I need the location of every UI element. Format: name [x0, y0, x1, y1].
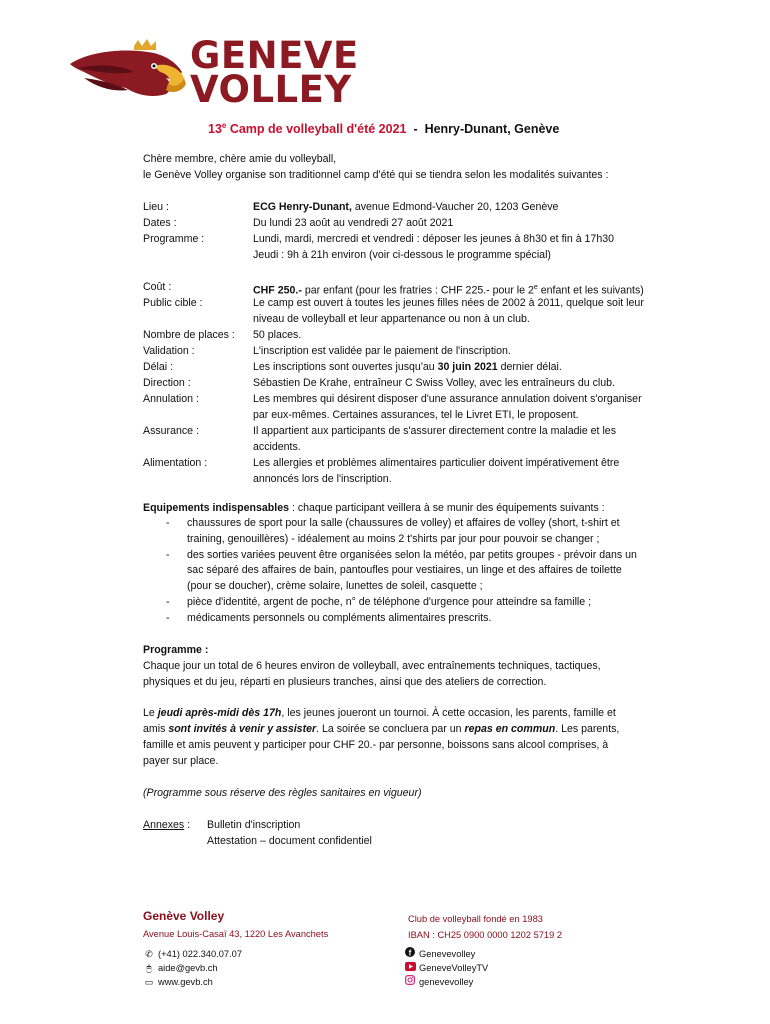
logo-line-2: VOLLEY — [190, 68, 352, 111]
footer-website[interactable]: ▭ www.gevb.ch — [144, 977, 213, 987]
intro-line-1: Chère membre, chère amie du volleyball, — [143, 153, 337, 165]
footer-phone: ✆ (+41) 022.340.07.07 — [143, 947, 242, 961]
value-lieu: ECG Henry-Dunant, avenue Edmond-Vaucher 20, 1203 Genève — [253, 201, 559, 213]
value-alimentation-1: Les allergies et problèmes alimentaires particulier doivent impérativement être — [253, 457, 620, 469]
logo-line-1: GENEVE — [190, 34, 359, 77]
phone-icon: ✆ — [145, 949, 153, 959]
instagram-icon — [404, 975, 416, 989]
value-annulation-2: par eux-mêmes. Certaines assurances, tel le Livret ETI, le proposent. — [253, 409, 579, 421]
value-public-1: Le camp est ouvert à toutes les jeunes filles nées de 2002 à 2011, quelque soit leur — [253, 297, 644, 309]
footer-email[interactable]: 🖰 aide@gevb.ch — [143, 961, 218, 975]
footer-club-name: Genève Volley — [143, 909, 225, 923]
list-item: - des sorties variées peuvent être organisées selon la météo, par petits groupes - prévoir dans un sac séparé des affaires de bain, pantoufles pour vestiaires, un linge et des affaires de toilette (pour se doucher), crème solaire, lunettes de soleil, casquette ; — [143, 548, 637, 595]
page-title: 13e Camp de volleyball d'été 2021 - Henry-Dunant, Genève — [208, 121, 560, 137]
computer-icon: ▭ — [144, 977, 154, 987]
label-places: Nombre de places : — [143, 329, 235, 341]
jeudi-line-4: payer sur place. — [143, 755, 219, 767]
value-assurance-1: Il appartient aux participants de s'assurer directement contre la maladie et les — [253, 425, 616, 437]
value-dates: Du lundi 23 août au vendredi 27 août 2021 — [253, 217, 454, 229]
list-item: - pièce d'identité, argent de poche, n° de téléphone d'urgence pour atteindre sa famille ; — [143, 595, 637, 611]
value-programme-2: Jeudi : 9h à 21h environ (voir ci-dessous le programme spécial) — [253, 249, 551, 261]
value-programme-1: Lundi, mardi, mercredi et vendredi : déposer les jeunes à 8h30 et fin à 17h30 — [253, 233, 614, 245]
facebook-icon — [404, 947, 416, 961]
label-cout: Coût : — [143, 281, 172, 293]
mouse-icon: 🖰 — [146, 963, 152, 973]
eagle-logo-icon — [68, 38, 188, 106]
footer-instagram[interactable]: genevevolley — [404, 975, 473, 989]
annexes-label: Annexes : — [143, 819, 191, 831]
label-validation: Validation : — [143, 345, 195, 357]
label-dates: Dates : — [143, 217, 177, 229]
equipment-list — [143, 516, 637, 627]
list-item: - médicaments personnels ou compléments alimentaires prescrits. — [143, 611, 637, 627]
value-assurance-2: accidents. — [253, 441, 301, 453]
value-public-2: niveau de volleyball et leur appartenance ou non à un club. — [253, 313, 530, 325]
list-item: - chaussures de sport pour la salle (chaussures de volley) et affaires de volley (short, t-shirt et training, genouillères) - idéalement au moins 2 t'shirts par jour pour pouvoir se changer ; — [143, 516, 637, 548]
value-alimentation-2: annoncés lors de l'inscription. — [253, 473, 392, 485]
intro-line-2: le Genève Volley organise son traditionnel camp d'été qui se tiendra selon les modalités suivantes : — [143, 169, 609, 181]
svg-text:f: f — [408, 948, 412, 957]
label-annulation: Annulation : — [143, 393, 199, 405]
programme-line-1: Chaque jour un total de 6 heures environ de volleyball, avec entraînements techniques, tactiques, — [143, 660, 601, 672]
jeudi-line-1: Le jeudi après-midi dès 17h, les jeunes joueront un tournoi. À cette occasion, les parents, famille et — [143, 707, 616, 719]
annex-item-2: Attestation – document confidentiel — [207, 835, 372, 847]
footer-address: Avenue Louis-Casaï 43, 1220 Les Avanchets — [143, 929, 329, 939]
annex-item-1: Bulletin d'inscription — [207, 819, 301, 831]
programme-heading: Programme : — [143, 644, 209, 656]
footer-founded: Club de volleyball fondé en 1983 — [408, 914, 543, 924]
label-public: Public cible : — [143, 297, 203, 309]
programme-line-2: physiques et du jeu, réparti en plusieurs tranches, ainsi que des ateliers de correction. — [143, 676, 547, 688]
label-alimentation: Alimentation : — [143, 457, 208, 469]
youtube-icon — [404, 961, 416, 975]
jeudi-line-2: amis sont invités à venir y assister. La soirée se concluera par un repas en commun. Les parents, — [143, 723, 620, 735]
label-direction: Direction : — [143, 377, 191, 389]
footer-facebook[interactable]: f Genevevolley — [404, 947, 475, 961]
value-delai: Les inscriptions sont ouvertes jusqu'au 30 juin 2021 dernier délai. — [253, 361, 562, 373]
label-assurance: Assurance : — [143, 425, 199, 437]
footer-youtube[interactable]: GeneveVolleyTV — [404, 961, 488, 975]
label-delai: Délai : — [143, 361, 174, 373]
value-validation: L'inscription est validée par le paiement de l'inscription. — [253, 345, 511, 357]
value-direction: Sébastien De Krahe, entraîneur C Swiss Volley, avec les entraîneurs du club. — [253, 377, 615, 389]
value-annulation-1: Les membres qui désirent disposer d'une assurance annulation doivent s'organiser — [253, 393, 642, 405]
jeudi-line-3: famille et amis peuvent y participer pour CHF 20.- par personne, boissons sans alcool comprises, à — [143, 739, 609, 751]
value-places: 50 places. — [253, 329, 302, 341]
reserve-note: (Programme sous réserve des règles sanitaires en vigueur) — [143, 787, 422, 799]
logo — [68, 34, 359, 111]
label-programme: Programme : — [143, 233, 205, 245]
value-cout: CHF 250.- par enfant (pour les fratries : CHF 225.- pour le 2e enfant et les suivants) — [253, 284, 644, 297]
label-lieu: Lieu : — [143, 201, 169, 213]
equipment-heading: Equipements indispensables : chaque participant veillera à se munir des équipements suivants : — [143, 502, 605, 514]
footer-iban: IBAN : CH25 0900 0000 1202 5719 2 — [408, 930, 563, 940]
